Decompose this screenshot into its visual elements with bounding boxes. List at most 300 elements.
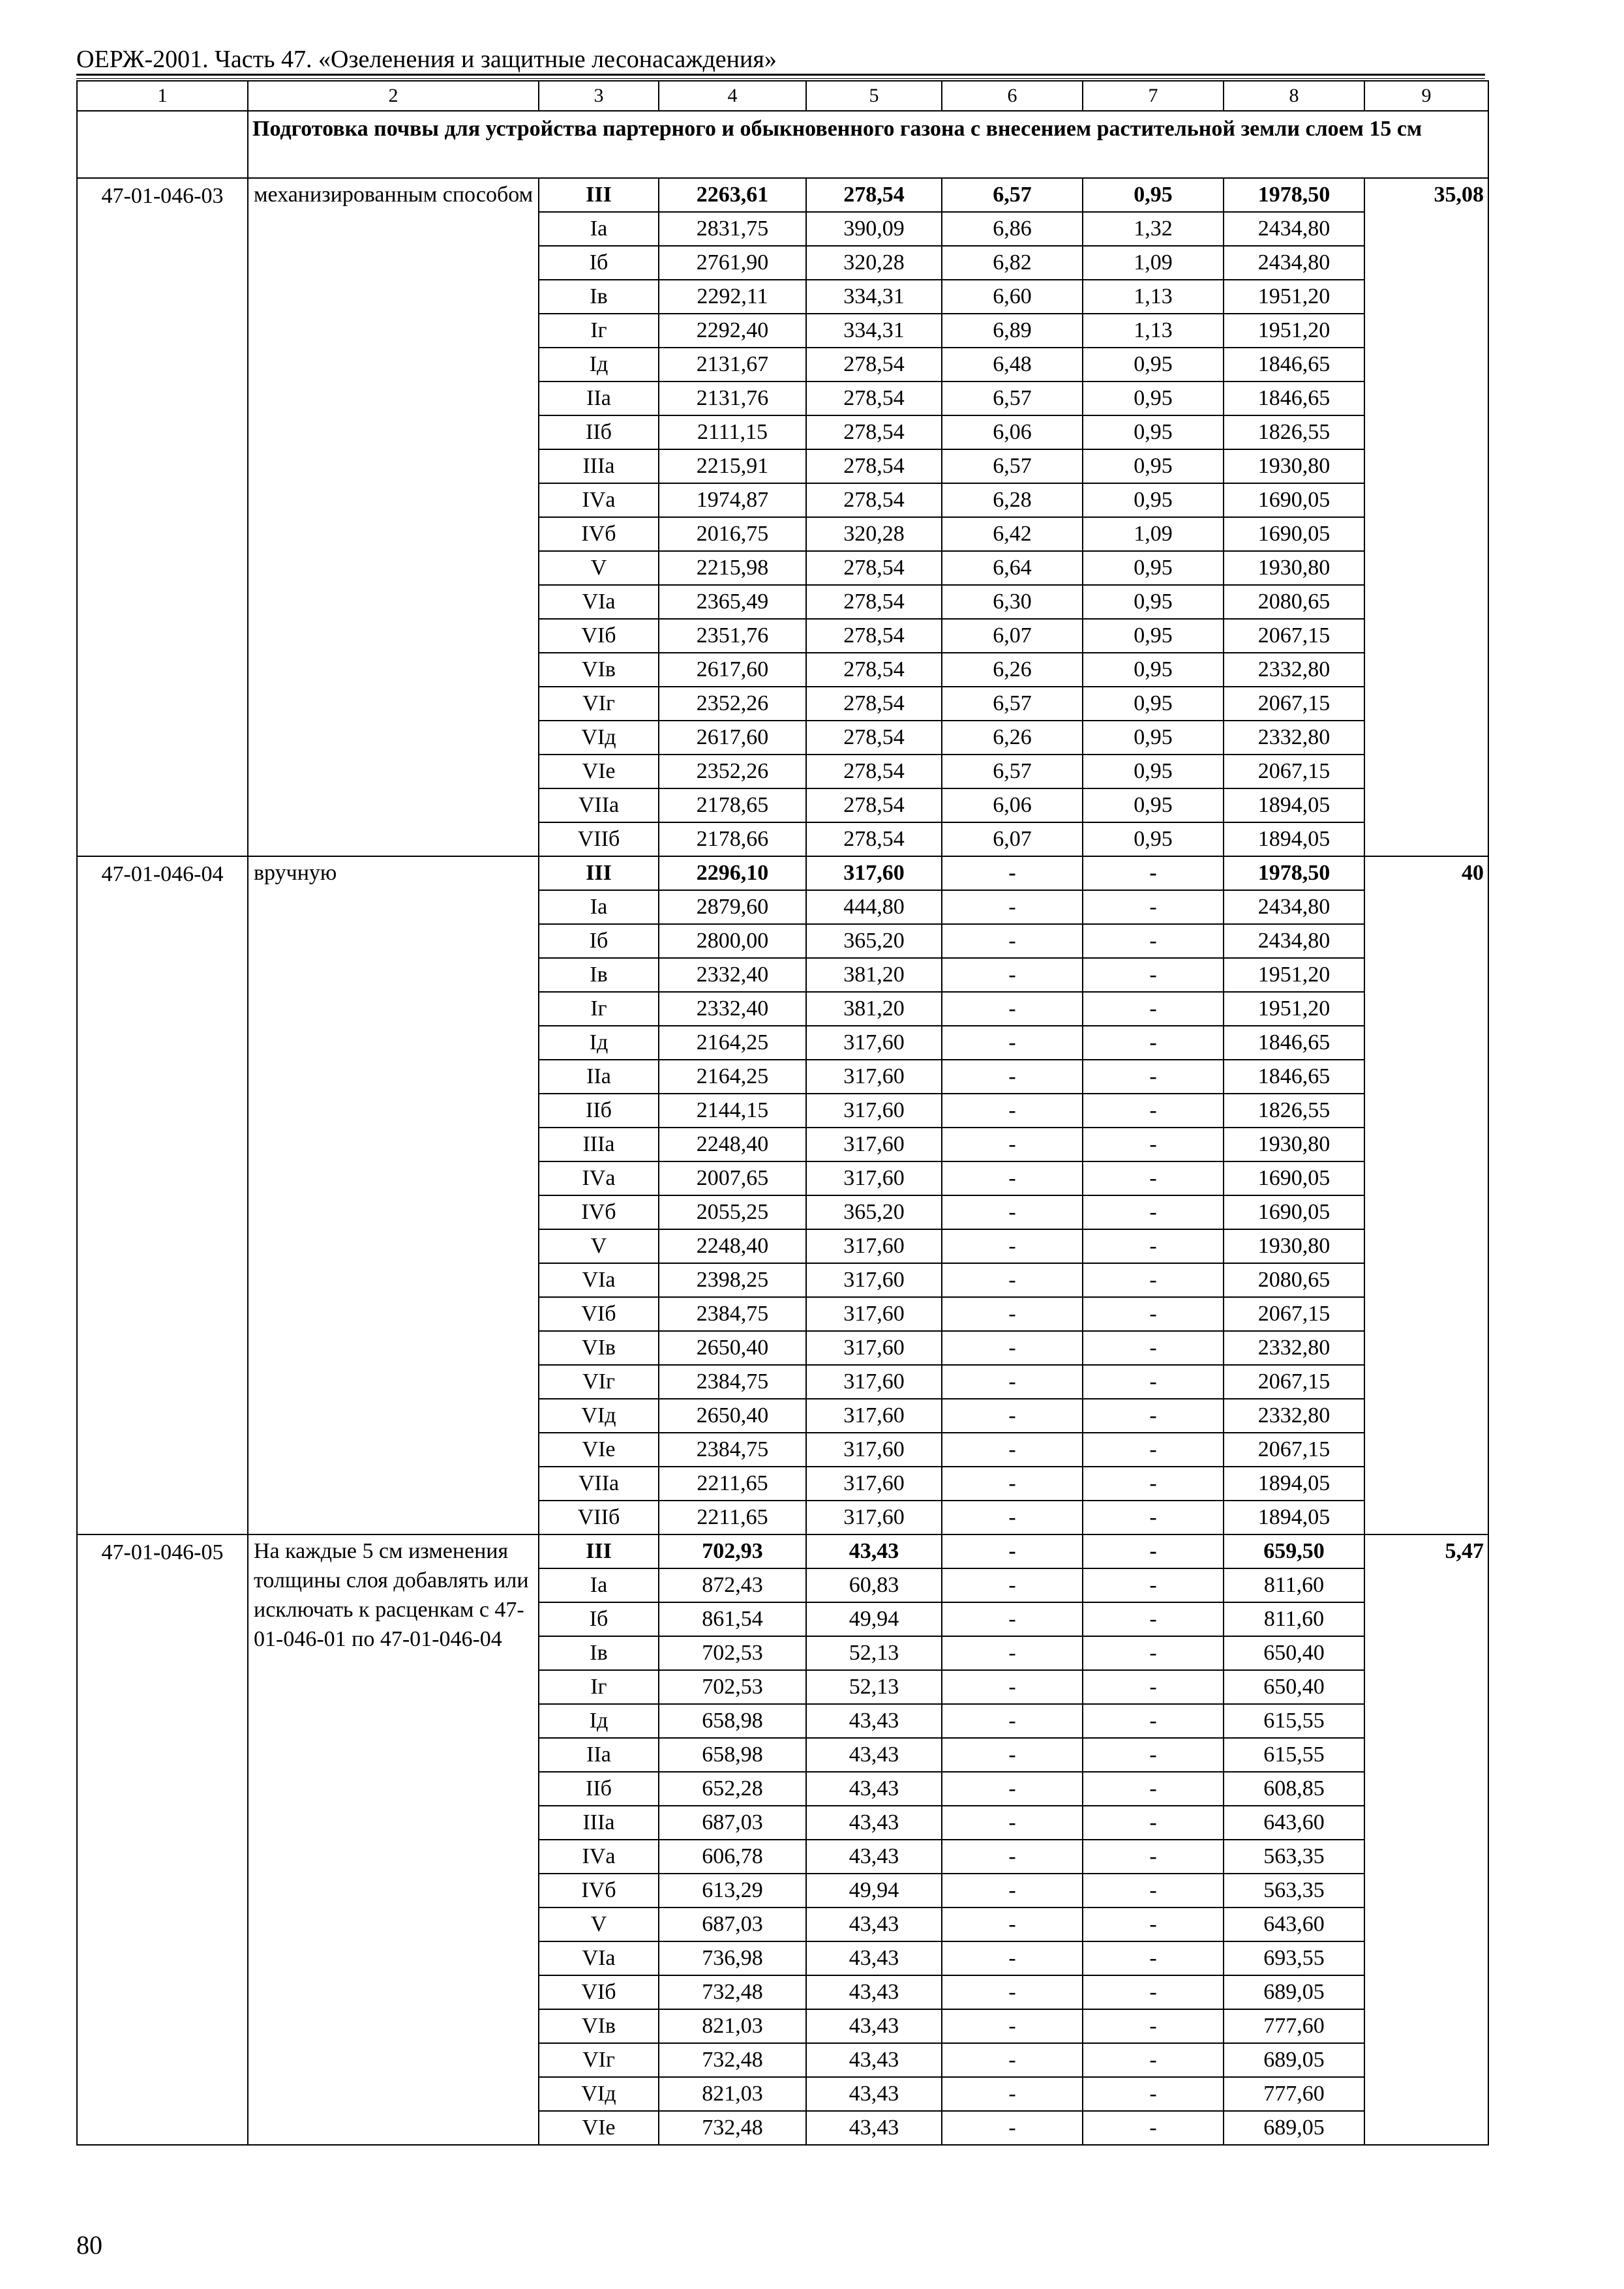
wages-cell: 43,43 (806, 1704, 942, 1738)
materials-cell: 2434,80 (1224, 924, 1364, 958)
materials-cell: 2434,80 (1224, 890, 1364, 924)
materials-cell: 563,35 (1224, 1874, 1364, 1908)
wages-cell: 43,43 (806, 1840, 942, 1874)
zone-cell: IIIа (539, 1128, 659, 1161)
materials-cell: 1978,50 (1224, 856, 1364, 890)
wages-cell: 278,54 (806, 755, 942, 788)
machine-cost-cell: 6,48 (942, 348, 1083, 382)
direct-cost-cell: 2292,40 (659, 314, 806, 348)
machine-cost-cell: 6,30 (942, 585, 1083, 619)
machine-cost-cell: - (942, 992, 1083, 1026)
materials-cell: 1846,65 (1224, 382, 1364, 415)
direct-cost-cell: 2384,75 (659, 1433, 806, 1467)
direct-cost-cell: 2178,65 (659, 788, 806, 822)
materials-cell: 777,60 (1224, 2077, 1364, 2111)
wages-cell: 317,60 (806, 1297, 942, 1331)
materials-cell: 650,40 (1224, 1670, 1364, 1704)
materials-cell: 1826,55 (1224, 1094, 1364, 1128)
direct-cost-cell: 2178,66 (659, 822, 806, 856)
machine-wages-cell: - (1083, 1501, 1224, 1534)
wages-cell: 60,83 (806, 1568, 942, 1602)
labor-cost-cell: 40 (1364, 856, 1488, 1534)
section-row (77, 111, 1488, 178)
zone-cell: VIв (539, 1331, 659, 1365)
direct-cost-cell: 2296,10 (659, 856, 806, 890)
materials-cell: 1930,80 (1224, 449, 1364, 483)
machine-cost-cell: - (942, 1229, 1083, 1263)
wages-cell: 317,60 (806, 1263, 942, 1297)
zone-cell: IVб (539, 517, 659, 551)
machine-cost-cell: 6,89 (942, 314, 1083, 348)
wages-cell: 365,20 (806, 924, 942, 958)
direct-cost-cell: 2384,75 (659, 1297, 806, 1331)
wages-cell: 43,43 (806, 1908, 942, 1941)
zone-cell: IIIа (539, 1806, 659, 1840)
machine-cost-cell: 6,07 (942, 822, 1083, 856)
machine-cost-cell: - (942, 1331, 1083, 1365)
machine-cost-cell: 6,82 (942, 246, 1083, 280)
zone-cell: Iв (539, 280, 659, 314)
machine-wages-cell: 1,13 (1083, 280, 1224, 314)
machine-cost-cell: - (942, 2009, 1083, 2043)
zone-cell: Iг (539, 1670, 659, 1704)
machine-wages-cell: - (1083, 1433, 1224, 1467)
wages-cell: 43,43 (806, 1806, 942, 1840)
materials-cell: 2080,65 (1224, 1263, 1364, 1297)
zone-cell: VIв (539, 2009, 659, 2043)
machine-wages-cell: - (1083, 1060, 1224, 1094)
machine-wages-cell: 0,95 (1083, 755, 1224, 788)
materials-cell: 2332,80 (1224, 1399, 1364, 1433)
zone-cell: VIб (539, 1975, 659, 2009)
direct-cost-cell: 736,98 (659, 1941, 806, 1975)
machine-cost-cell: 6,57 (942, 687, 1083, 721)
direct-cost-cell: 702,93 (659, 1534, 806, 1568)
wages-cell: 43,43 (806, 1738, 942, 1772)
rates-table-body (77, 81, 1488, 2145)
column-number: 2 (248, 81, 539, 111)
rate-code: 47-01-046-03 (77, 178, 248, 856)
rate-description: вручную (248, 856, 539, 1534)
zone-cell: III (539, 178, 659, 212)
machine-cost-cell: - (942, 1534, 1083, 1568)
machine-wages-cell: 0,95 (1083, 687, 1224, 721)
machine-wages-cell: 0,95 (1083, 382, 1224, 415)
materials-cell: 1951,20 (1224, 280, 1364, 314)
zone-cell: VIб (539, 619, 659, 653)
zone-cell: Iг (539, 992, 659, 1026)
machine-cost-cell: - (942, 958, 1083, 992)
machine-wages-cell: - (1083, 1840, 1224, 1874)
rate-code: 47-01-046-05 (77, 1534, 248, 2145)
machine-wages-cell: 0,95 (1083, 585, 1224, 619)
direct-cost-cell: 2292,11 (659, 280, 806, 314)
direct-cost-cell: 821,03 (659, 2009, 806, 2043)
wages-cell: 278,54 (806, 178, 942, 212)
machine-wages-cell: - (1083, 1161, 1224, 1195)
materials-cell: 1894,05 (1224, 788, 1364, 822)
machine-wages-cell: - (1083, 1365, 1224, 1399)
zone-cell: V (539, 1229, 659, 1263)
labor-cost-cell: 35,08 (1364, 178, 1488, 856)
machine-wages-cell: 1,09 (1083, 246, 1224, 280)
materials-cell: 1930,80 (1224, 551, 1364, 585)
machine-wages-cell: - (1083, 1263, 1224, 1297)
direct-cost-cell: 2263,61 (659, 178, 806, 212)
materials-cell: 1930,80 (1224, 1128, 1364, 1161)
machine-wages-cell: 0,95 (1083, 788, 1224, 822)
machine-wages-cell: - (1083, 890, 1224, 924)
materials-cell: 563,35 (1224, 1840, 1364, 1874)
wages-cell: 365,20 (806, 1195, 942, 1229)
machine-wages-cell: - (1083, 1534, 1224, 1568)
machine-wages-cell: - (1083, 1874, 1224, 1908)
zone-cell: VIIа (539, 788, 659, 822)
direct-cost-cell: 2131,67 (659, 348, 806, 382)
zone-cell: Iа (539, 212, 659, 246)
direct-cost-cell: 2384,75 (659, 1365, 806, 1399)
materials-cell: 2067,15 (1224, 687, 1364, 721)
column-number-row (77, 81, 1488, 111)
section-title: Подготовка почвы для устройства партерного и обыкновенного газона с внесением растительной земли слоем 15 см (248, 111, 1488, 178)
wages-cell: 278,54 (806, 687, 942, 721)
materials-cell: 1846,65 (1224, 348, 1364, 382)
direct-cost-cell: 2617,60 (659, 653, 806, 687)
zone-cell: VIб (539, 1297, 659, 1331)
wages-cell: 317,60 (806, 1161, 942, 1195)
direct-cost-cell: 2248,40 (659, 1128, 806, 1161)
direct-cost-cell: 2650,40 (659, 1331, 806, 1365)
zone-cell: IIб (539, 1772, 659, 1806)
materials-cell: 1826,55 (1224, 415, 1364, 449)
wages-cell: 381,20 (806, 958, 942, 992)
machine-cost-cell: 6,57 (942, 178, 1083, 212)
machine-wages-cell: 0,95 (1083, 348, 1224, 382)
machine-cost-cell: - (942, 1738, 1083, 1772)
wages-cell: 278,54 (806, 382, 942, 415)
zone-cell: Iа (539, 890, 659, 924)
machine-wages-cell: - (1083, 1128, 1224, 1161)
machine-cost-cell: 6,07 (942, 619, 1083, 653)
machine-wages-cell: - (1083, 1772, 1224, 1806)
machine-wages-cell: - (1083, 1941, 1224, 1975)
zone-cell: Iд (539, 348, 659, 382)
machine-cost-cell: - (942, 1161, 1083, 1195)
wages-cell: 278,54 (806, 348, 942, 382)
materials-cell: 2332,80 (1224, 653, 1364, 687)
machine-cost-cell: - (942, 1297, 1083, 1331)
materials-cell: 1894,05 (1224, 822, 1364, 856)
machine-wages-cell: - (1083, 924, 1224, 958)
machine-wages-cell: - (1083, 1297, 1224, 1331)
rate-description: На каждые 5 см изменения толщины слоя добавлять или исключать к расценкам с 47-01-046-01 по 47-01-046-04 (248, 1534, 539, 2145)
zone-cell: Iд (539, 1704, 659, 1738)
wages-cell: 43,43 (806, 2009, 942, 2043)
zone-cell: Iб (539, 246, 659, 280)
direct-cost-cell: 2831,75 (659, 212, 806, 246)
column-number: 8 (1224, 81, 1364, 111)
direct-cost-cell: 613,29 (659, 1874, 806, 1908)
zone-cell: V (539, 551, 659, 585)
wages-cell: 43,43 (806, 1772, 942, 1806)
wages-cell: 278,54 (806, 585, 942, 619)
machine-cost-cell: 6,06 (942, 788, 1083, 822)
direct-cost-cell: 2352,26 (659, 687, 806, 721)
materials-cell: 615,55 (1224, 1738, 1364, 1772)
header-rule (76, 74, 1485, 76)
wages-cell: 278,54 (806, 551, 942, 585)
direct-cost-cell: 821,03 (659, 2077, 806, 2111)
direct-cost-cell: 2879,60 (659, 890, 806, 924)
zone-cell: IIа (539, 1738, 659, 1772)
column-number: 7 (1083, 81, 1224, 111)
direct-cost-cell: 1974,87 (659, 483, 806, 517)
wages-cell: 52,13 (806, 1670, 942, 1704)
rates-table (76, 80, 1489, 2146)
wages-cell: 317,60 (806, 1229, 942, 1263)
direct-cost-cell: 702,53 (659, 1670, 806, 1704)
direct-cost-cell: 2215,91 (659, 449, 806, 483)
machine-cost-cell: - (942, 1636, 1083, 1670)
zone-cell: VIе (539, 2111, 659, 2145)
materials-cell: 2332,80 (1224, 1331, 1364, 1365)
zone-cell: Iг (539, 314, 659, 348)
zone-cell: IIб (539, 1094, 659, 1128)
direct-cost-cell: 2164,25 (659, 1026, 806, 1060)
direct-cost-cell: 652,28 (659, 1772, 806, 1806)
zone-cell: VIд (539, 721, 659, 755)
materials-cell: 1951,20 (1224, 992, 1364, 1026)
machine-wages-cell: - (1083, 1195, 1224, 1229)
machine-cost-cell: - (942, 2111, 1083, 2145)
zone-cell: V (539, 1908, 659, 1941)
machine-wages-cell: - (1083, 1975, 1224, 2009)
machine-wages-cell: - (1083, 2043, 1224, 2077)
wages-cell: 278,54 (806, 721, 942, 755)
materials-cell: 608,85 (1224, 1772, 1364, 1806)
direct-cost-cell: 658,98 (659, 1738, 806, 1772)
wages-cell: 334,31 (806, 280, 942, 314)
materials-cell: 2067,15 (1224, 1365, 1364, 1399)
direct-cost-cell: 732,48 (659, 1975, 806, 2009)
machine-wages-cell: - (1083, 1806, 1224, 1840)
machine-cost-cell: - (942, 1195, 1083, 1229)
machine-cost-cell: - (942, 1365, 1083, 1399)
zone-cell: IIIа (539, 449, 659, 483)
machine-cost-cell: - (942, 1975, 1083, 2009)
zone-cell: IIа (539, 1060, 659, 1094)
wages-cell: 52,13 (806, 1636, 942, 1670)
zone-cell: VIг (539, 1365, 659, 1399)
materials-cell: 689,05 (1224, 2043, 1364, 2077)
table-row (77, 856, 1488, 890)
direct-cost-cell: 658,98 (659, 1704, 806, 1738)
direct-cost-cell: 687,03 (659, 1806, 806, 1840)
machine-wages-cell: - (1083, 1568, 1224, 1602)
direct-cost-cell: 2248,40 (659, 1229, 806, 1263)
machine-cost-cell: - (942, 1026, 1083, 1060)
direct-cost-cell: 732,48 (659, 2043, 806, 2077)
machine-cost-cell: - (942, 1840, 1083, 1874)
machine-cost-cell: - (942, 1670, 1083, 1704)
machine-cost-cell: - (942, 1433, 1083, 1467)
machine-wages-cell: 0,95 (1083, 721, 1224, 755)
zone-cell: III (539, 1534, 659, 1568)
direct-cost-cell: 2332,40 (659, 992, 806, 1026)
materials-cell: 643,60 (1224, 1908, 1364, 1941)
machine-cost-cell: - (942, 1568, 1083, 1602)
machine-wages-cell: 1,13 (1083, 314, 1224, 348)
direct-cost-cell: 2650,40 (659, 1399, 806, 1433)
machine-cost-cell: 6,06 (942, 415, 1083, 449)
machine-cost-cell: - (942, 1263, 1083, 1297)
machine-wages-cell: - (1083, 1636, 1224, 1670)
wages-cell: 43,43 (806, 1941, 942, 1975)
wages-cell: 43,43 (806, 1534, 942, 1568)
machine-cost-cell: - (942, 1128, 1083, 1161)
machine-cost-cell: - (942, 2043, 1083, 2077)
zone-cell: IVа (539, 1840, 659, 1874)
materials-cell: 1930,80 (1224, 1229, 1364, 1263)
materials-cell: 2067,15 (1224, 619, 1364, 653)
materials-cell: 811,60 (1224, 1602, 1364, 1636)
machine-wages-cell: 0,95 (1083, 822, 1224, 856)
zone-cell: VIв (539, 653, 659, 687)
wages-cell: 43,43 (806, 2077, 942, 2111)
materials-cell: 2067,15 (1224, 1433, 1364, 1467)
machine-wages-cell: 0,95 (1083, 483, 1224, 517)
machine-cost-cell: - (942, 1467, 1083, 1501)
page-number: 80 (76, 2230, 102, 2260)
zone-cell: VIа (539, 1941, 659, 1975)
wages-cell: 334,31 (806, 314, 942, 348)
materials-cell: 2067,15 (1224, 755, 1364, 788)
machine-wages-cell: - (1083, 1670, 1224, 1704)
direct-cost-cell: 2131,76 (659, 382, 806, 415)
machine-cost-cell: - (942, 924, 1083, 958)
machine-cost-cell: 6,60 (942, 280, 1083, 314)
materials-cell: 659,50 (1224, 1534, 1364, 1568)
machine-wages-cell: 1,09 (1083, 517, 1224, 551)
direct-cost-cell: 861,54 (659, 1602, 806, 1636)
direct-cost-cell: 872,43 (659, 1568, 806, 1602)
wages-cell: 317,60 (806, 1128, 942, 1161)
direct-cost-cell: 2111,15 (659, 415, 806, 449)
direct-cost-cell: 702,53 (659, 1636, 806, 1670)
machine-cost-cell: 6,57 (942, 382, 1083, 415)
direct-cost-cell: 2164,25 (659, 1060, 806, 1094)
zone-cell: III (539, 856, 659, 890)
machine-cost-cell: 6,86 (942, 212, 1083, 246)
labor-cost-cell: 5,47 (1364, 1534, 1488, 2145)
materials-cell: 2332,80 (1224, 721, 1364, 755)
column-number: 5 (806, 81, 942, 111)
zone-cell: VIа (539, 585, 659, 619)
zone-cell: Iб (539, 924, 659, 958)
machine-cost-cell: - (942, 1704, 1083, 1738)
machine-wages-cell: - (1083, 1704, 1224, 1738)
column-number: 4 (659, 81, 806, 111)
table-row (77, 178, 1488, 212)
machine-cost-cell: 6,26 (942, 721, 1083, 755)
direct-cost-cell: 2352,26 (659, 755, 806, 788)
wages-cell: 317,60 (806, 1094, 942, 1128)
wages-cell: 278,54 (806, 788, 942, 822)
direct-cost-cell: 687,03 (659, 1908, 806, 1941)
materials-cell: 1846,65 (1224, 1060, 1364, 1094)
machine-wages-cell: - (1083, 1229, 1224, 1263)
header-rule-thin (76, 78, 1485, 79)
machine-cost-cell: - (942, 856, 1083, 890)
materials-cell: 777,60 (1224, 2009, 1364, 2043)
wages-cell: 317,60 (806, 856, 942, 890)
machine-cost-cell: 6,57 (942, 449, 1083, 483)
wages-cell: 49,94 (806, 1874, 942, 1908)
wages-cell: 43,43 (806, 2111, 942, 2145)
machine-wages-cell: 1,32 (1083, 212, 1224, 246)
zone-cell: VIе (539, 1433, 659, 1467)
direct-cost-cell: 2211,65 (659, 1501, 806, 1534)
rate-code: 47-01-046-04 (77, 856, 248, 1534)
wages-cell: 317,60 (806, 1501, 942, 1534)
direct-cost-cell: 606,78 (659, 1840, 806, 1874)
machine-cost-cell: 6,42 (942, 517, 1083, 551)
zone-cell: VIIб (539, 1501, 659, 1534)
wages-cell: 278,54 (806, 653, 942, 687)
materials-cell: 2434,80 (1224, 212, 1364, 246)
machine-wages-cell: 0,95 (1083, 619, 1224, 653)
materials-cell: 1690,05 (1224, 1161, 1364, 1195)
materials-cell: 650,40 (1224, 1636, 1364, 1670)
wages-cell: 317,60 (806, 1060, 942, 1094)
zone-cell: IIа (539, 382, 659, 415)
zone-cell: IVб (539, 1195, 659, 1229)
column-number: 1 (77, 81, 248, 111)
machine-wages-cell: - (1083, 958, 1224, 992)
materials-cell: 2434,80 (1224, 246, 1364, 280)
machine-wages-cell: - (1083, 1026, 1224, 1060)
wages-cell: 320,28 (806, 246, 942, 280)
zone-cell: VIе (539, 755, 659, 788)
machine-wages-cell: - (1083, 856, 1224, 890)
machine-cost-cell: - (942, 1908, 1083, 1941)
zone-cell: Iб (539, 1602, 659, 1636)
zone-cell: VIIа (539, 1467, 659, 1501)
column-number: 3 (539, 81, 659, 111)
wages-cell: 278,54 (806, 619, 942, 653)
zone-cell: VIд (539, 2077, 659, 2111)
direct-cost-cell: 2007,65 (659, 1161, 806, 1195)
materials-cell: 689,05 (1224, 1975, 1364, 2009)
materials-cell: 1846,65 (1224, 1026, 1364, 1060)
column-number: 9 (1364, 81, 1488, 111)
machine-cost-cell: 6,57 (942, 755, 1083, 788)
materials-cell: 811,60 (1224, 1568, 1364, 1602)
machine-wages-cell: 0,95 (1083, 551, 1224, 585)
wages-cell: 317,60 (806, 1365, 942, 1399)
materials-cell: 1690,05 (1224, 1195, 1364, 1229)
machine-cost-cell: - (942, 2077, 1083, 2111)
zone-cell: VIг (539, 687, 659, 721)
materials-cell: 693,55 (1224, 1941, 1364, 1975)
zone-cell: Iа (539, 1568, 659, 1602)
wages-cell: 317,60 (806, 1331, 942, 1365)
machine-cost-cell: - (942, 1941, 1083, 1975)
machine-cost-cell: 6,26 (942, 653, 1083, 687)
zone-cell: IVа (539, 1161, 659, 1195)
machine-cost-cell: - (942, 890, 1083, 924)
wages-cell: 317,60 (806, 1399, 942, 1433)
